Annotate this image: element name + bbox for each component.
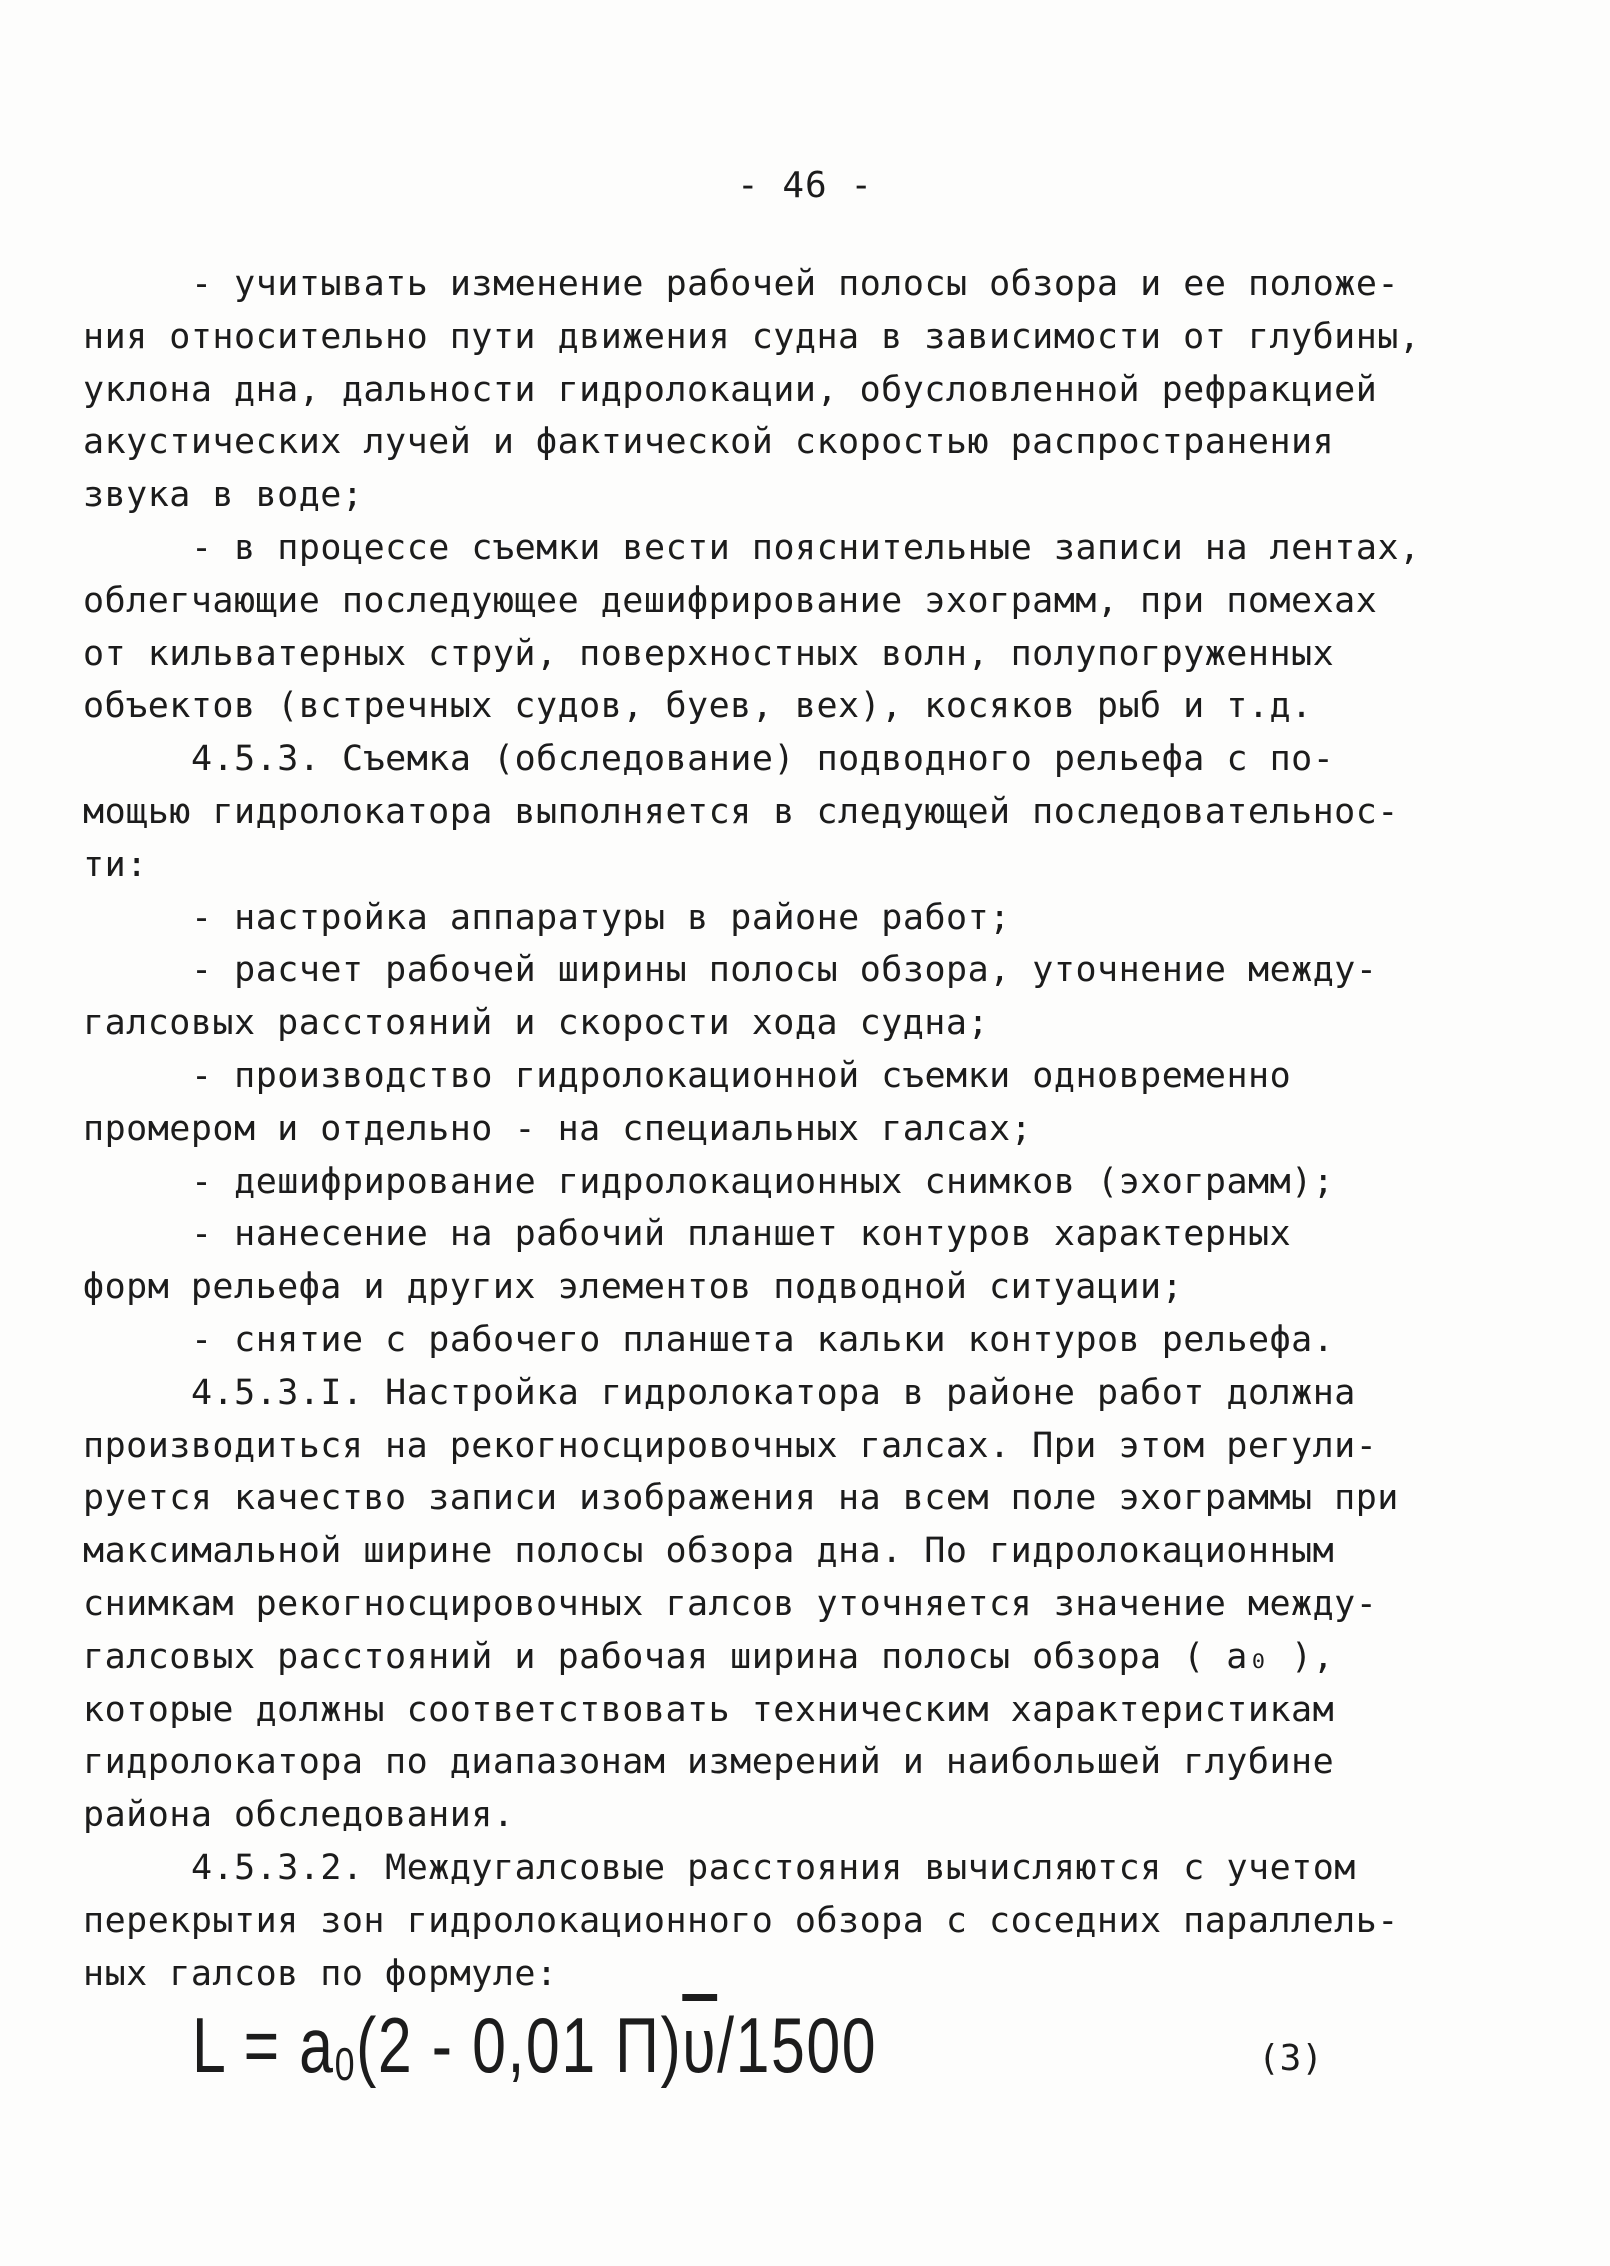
text-line: 4.5.3.2. Междугалсовые расстояния вычисляются с учетом bbox=[191, 1847, 1356, 1888]
formula bbox=[192, 2000, 877, 2091]
page-number: - 46 - bbox=[736, 165, 874, 206]
text-line: уклона дна, дальности гидролокации, обусловленной рефракцией bbox=[83, 369, 1378, 410]
text-line: которые должны соответствовать техническим характеристикам bbox=[83, 1689, 1335, 1730]
formula-subscript: 0 bbox=[334, 2038, 357, 2090]
formula-rest: /1500 bbox=[717, 2001, 878, 2089]
text-line: снимкам рекогносцировочных галсов уточняется значение между- bbox=[83, 1583, 1378, 1624]
text-line: облегчающие последующее дешифрирование эхограмм, при помехах bbox=[83, 580, 1378, 621]
text-line: производиться на рекогносцировочных галсах. При этом регули- bbox=[83, 1425, 1378, 1466]
text-line: - нанесение на рабочий планшет контуров характерных bbox=[191, 1214, 1292, 1255]
text-line: галсовых расстояний и скорости хода судна; bbox=[83, 1003, 990, 1044]
text-line: акустических лучей и фактической скоростью распространения bbox=[83, 422, 1335, 463]
text-line: 4.5.3. Съемка (обследование) подводного рельефа с по- bbox=[191, 739, 1335, 780]
formula-number: (3) bbox=[1258, 2038, 1324, 2079]
formula-lhs: L bbox=[192, 2001, 226, 2089]
text-line: ти: bbox=[83, 844, 148, 885]
text-line: гидролокатора по диапазонам измерений и наибольшей глубине bbox=[83, 1742, 1335, 1783]
text-line: ния относительно пути движения судна в зависимости от глубины, bbox=[83, 316, 1421, 357]
text-line: - производство гидролокационной съемки одновременно bbox=[191, 1055, 1292, 1096]
text-line: форм рельефа и других элементов подводной ситуации; bbox=[83, 1267, 1184, 1308]
text-line: звука в воде; bbox=[83, 475, 364, 516]
text-line: мощью гидролокатора выполняется в следующей последовательнос- bbox=[83, 791, 1399, 832]
formula-a: a bbox=[299, 2001, 335, 2089]
text-line: - снятие с рабочего планшета кальки контуров рельефа. bbox=[191, 1319, 1335, 1360]
text-line: - настройка аппаратуры в районе работ; bbox=[191, 897, 1011, 938]
formula-velocity: $\overline{\upsilon}$ bbox=[682, 2001, 718, 2089]
text-line: района обследования. bbox=[83, 1795, 515, 1836]
text-line: ных галсов по формуле: bbox=[83, 1953, 558, 1994]
text-line: объектов (встречных судов, буев, вех), косяков рыб и т.д. bbox=[83, 686, 1313, 727]
formula-equals: = bbox=[225, 2001, 300, 2089]
text-line: 4.5.3.I. Настройка гидролокатора в районе работ должна bbox=[191, 1372, 1356, 1413]
text-line: промером и отдельно - на специальных галсах; bbox=[83, 1108, 1033, 1149]
text-line: - в процессе съемки вести пояснительные записи на лентах, bbox=[191, 527, 1421, 568]
formula-block bbox=[0, 2000, 1610, 2120]
text-line: - учитывать изменение рабочей полосы обзора и ее положе- bbox=[191, 264, 1400, 304]
text-line: - дешифрирование гидролокационных снимков (эхограмм); bbox=[191, 1161, 1335, 1202]
body-text bbox=[83, 258, 1421, 2000]
text-line: галсовых расстояний и рабочая ширина полосы обзора ( a₀ ), bbox=[83, 1636, 1335, 1677]
formula-middle: (2 - 0,01 П) bbox=[356, 2001, 683, 2089]
text-line: максимальной ширине полосы обзора дна. По гидролокационным bbox=[83, 1531, 1335, 1572]
text-line: руется качество записи изображения на всем поле эхограммы при bbox=[83, 1478, 1399, 1519]
text-line: от кильватерных струй, поверхностных волн, полупогруженных bbox=[83, 633, 1335, 674]
text-line: - расчет рабочей ширины полосы обзора, уточнение междy- bbox=[191, 950, 1378, 991]
text-line: перекрытия зон гидролокационного обзора с соседних параллель- bbox=[83, 1900, 1399, 1941]
